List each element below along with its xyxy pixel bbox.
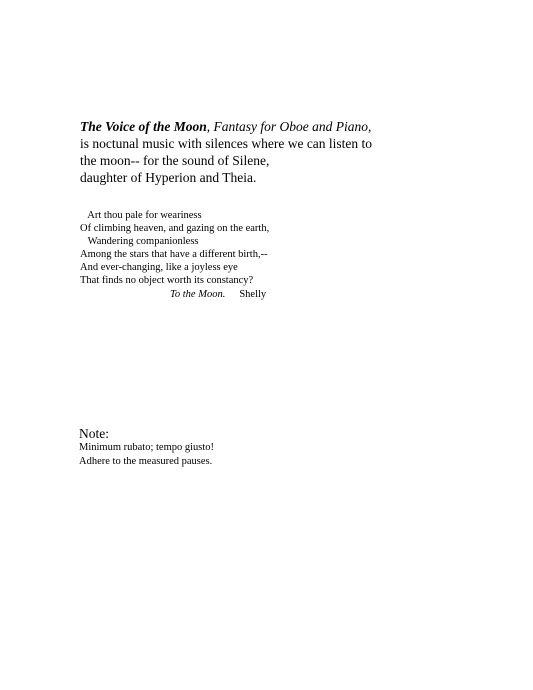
work-title: The Voice of the Moon — [80, 119, 207, 134]
poem-author: Shelly — [239, 288, 267, 300]
poem-line: Among the stars that have a different birth,-- — [80, 249, 268, 261]
subtitle-separator: , — [368, 119, 372, 134]
work-subtitle: Fantasy for Oboe and Piano — [213, 119, 368, 134]
poem-line: And ever-changing, like a joyless eye — [80, 262, 238, 274]
title-separator: , — [206, 119, 214, 134]
poem-attribution — [170, 288, 340, 301]
poem-line: Of climbing heaven, and gazing on the earth, — [80, 223, 270, 235]
note-line: Minimum rubato; tempo giusto! — [79, 442, 215, 453]
intro-paragraph — [80, 118, 500, 186]
intro-line-1 — [80, 118, 500, 135]
poem-line: That finds no object worth its constancy? — [80, 275, 254, 287]
note-heading: Note: — [79, 426, 109, 441]
poem-line: Wandering companionless — [80, 236, 199, 248]
poem-source: To the Moon. — [170, 288, 226, 300]
intro-line-2: is noctunal music with silences where we can listen to — [80, 136, 373, 151]
note-line: Adhere to the measured pauses. — [79, 455, 213, 467]
intro-line-3: the moon-- for the sound of Silene, — [80, 153, 270, 168]
poem-epigraph — [80, 209, 340, 301]
note-body — [79, 441, 214, 468]
intro-line-4: daughter of Hyperion and Theia. — [80, 170, 257, 185]
poem-line: Art thou pale for weariness — [80, 210, 202, 221]
